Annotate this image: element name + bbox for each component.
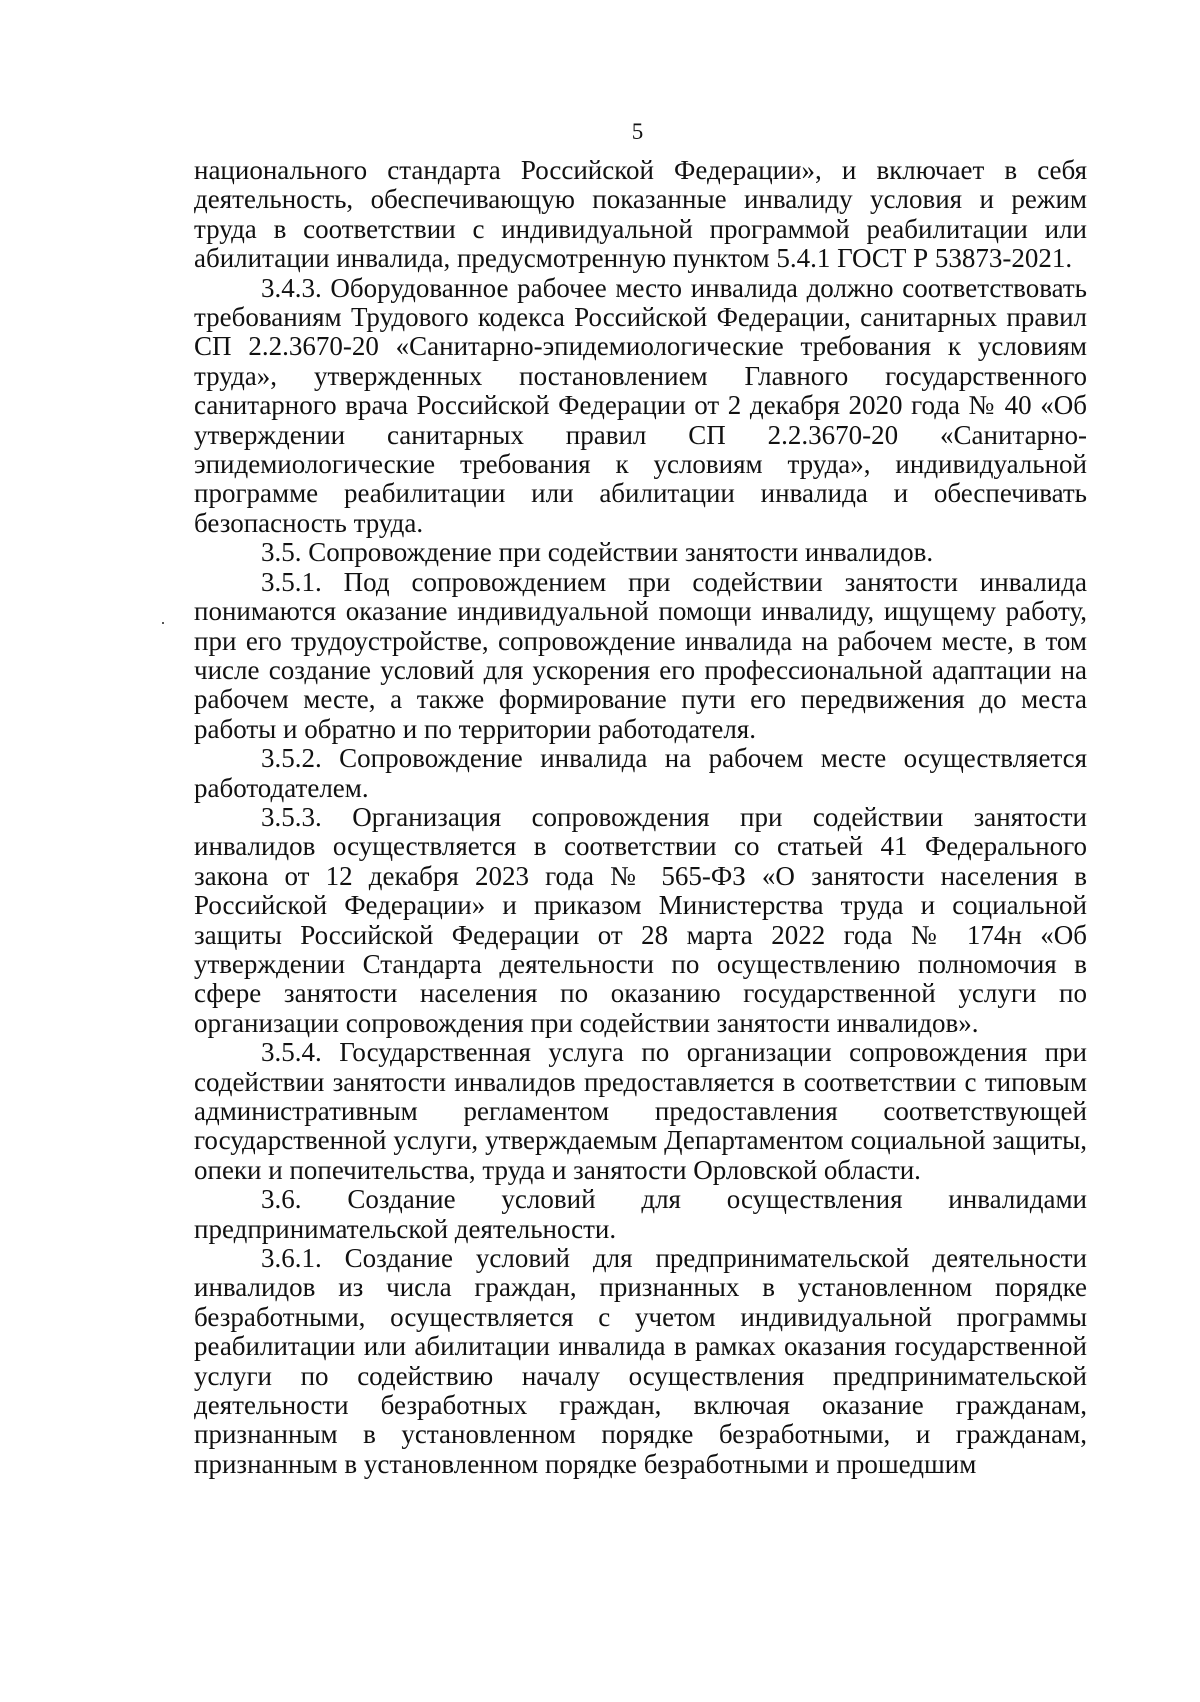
paragraph-3-5-3: 3.5.3. Организация сопровождения при содействии занятости инвалидов осуществляется в соответствии со статьей 41 Федерального закона от 12 декабря 2023 года № 565-ФЗ «О занятости населения в Российской Федерации» и приказом Министерства труда и социальной защиты Российской Федерации от 28 марта 2022 года № 174н «Об утверждении Стандарта деятельности по осуществлению полномочия в сфере занятости населения по оказанию государственной услуги по организации сопровождения при содействии занятости инвалидов». [194,801,1087,1038]
paragraph-3-5-2: 3.5.2. Сопровождение инвалида на рабочем месте осуществляется работодателем. [194,743,1087,803]
paragraph-3-5: 3.5. Сопровождение при содействии занятости инвалидов. [261,537,934,568]
paragraph-3-5-1: 3.5.1. Под сопровождением при содействии занятости инвалида понимаются оказание индивидуальной помощи инвалиду, ищущему работу, при его трудоустройстве, сопровождение инвалида на рабочем месте, в том числе создание условий для ускорения его профессиональной адаптации на рабочем месте, а также формирование пути его передвижения до места работы и обратно и по территории работодателя. [194,566,1087,744]
document-body [194,156,1087,1479]
page-number: 5 [631,119,644,144]
paragraph-3-6: 3.6. Создание условий для осуществления инвалидами предпринимательской деятельности. [194,1184,1087,1244]
paragraph-3-5-4: 3.5.4. Государственная услуга по организации сопровождения при содействии занятости инвалидов предоставляется в соответствии с типовым административным регламентом предоставления соответствующей государственной услуги, утверждаемым Департаментом социальной защиты, опеки и попечительства, труда и занятости Орловской области. [194,1037,1087,1185]
scan-speck [162,622,164,624]
paragraph-continuation: национального стандарта Российской Федерации», и включает в себя деятельность, обеспечивающую показанные инвалиду условия и режим труда в соответствии с индивидуальной программой реабилитации или абилитации инвалида, предусмотренную пунктом 5.4.1 ГОСТ Р 53873-2021. [194,155,1087,274]
paragraph-3-6-1: 3.6.1. Создание условий для предпринимательской деятельности инвалидов из числа граждан, признанных в установленном порядке безработными, осуществляется с учетом индивидуальной программы реабилитации или абилитации инвалида в рамках оказания государственной услуги по содействию началу осуществления предпринимательской деятельности безработных граждан, включая оказание гражданам, признанным в установленном порядке безработными, и гражданам, признанным в установленном порядке безработными и прошедшим [194,1243,1087,1479]
paragraph-3-4-3: 3.4.3. Оборудованное рабочее место инвалида должно соответствовать требованиям Трудового кодекса Российской Федерации, санитарных правил СП 2.2.3670-20 «Санитарно-эпидемиологические требования к условиям труда», утвержденных постановлением Главного государственного санитарного врача Российской Федерации от 2 декабря 2020 года № 40 «Об утверждении санитарных правил СП 2.2.3670-20 «Санитарно-эпидемиологические требования к условиям труда», индивидуальной программе реабилитации или абилитации инвалида и обеспечивать безопасность труда. [194,272,1087,538]
